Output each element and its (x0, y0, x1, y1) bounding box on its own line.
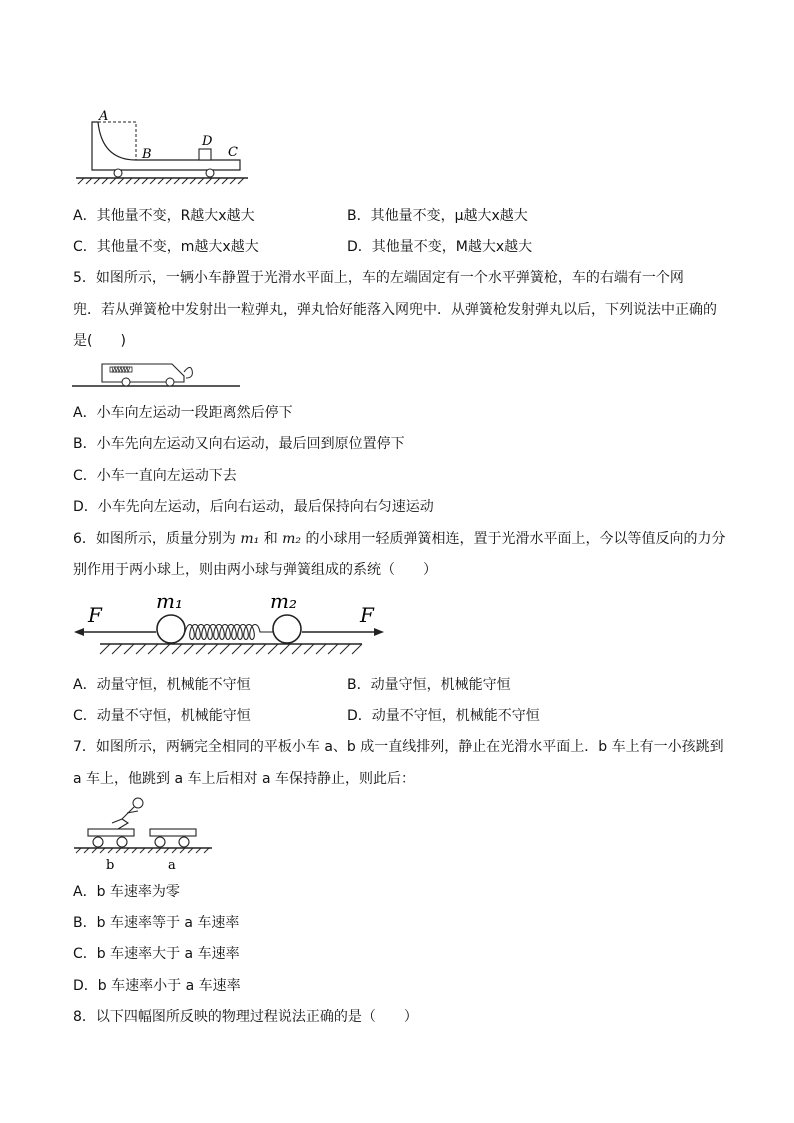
label-b: B (142, 147, 152, 162)
q4-option-c: C．其他量不变，m越大x越大 (73, 239, 259, 255)
q7-stem-line2: a 车上，他跳到 a 车上后相对 a 车保持静止，则此后： (73, 771, 415, 787)
q4-option-a: A．其他量不变，R越大x越大 (73, 208, 255, 224)
wheel-left (114, 169, 122, 177)
q6-stem-line2: 别作用于两小球上，则由两小球与弹簧组成的系统（ ） (73, 562, 437, 578)
cart-a-wheel-left (155, 837, 165, 847)
cart-body (92, 122, 240, 170)
label-m1: m₁ (156, 589, 183, 613)
q5-option-a: A．小车向左运动一段距离然后停下 (73, 405, 293, 421)
q7-option-d: D．b 车速率小于 a 车速率 (73, 978, 241, 994)
block-d (199, 149, 211, 160)
wheel-right (166, 378, 174, 386)
child-body (112, 807, 138, 829)
q6-stem-line1 (73, 530, 726, 548)
spring (185, 625, 273, 640)
label-f-left: F (88, 603, 102, 627)
q5-figure (72, 360, 242, 392)
q6-stem-part1: 6．如图所示，质量分别为 (73, 531, 241, 547)
q7-option-b: B．b 车速率等于 a 车速率 (73, 915, 240, 931)
q6-option-c: C．动量不守恒，机械能守恒 (73, 708, 251, 724)
net-pocket (184, 367, 192, 378)
q6-option-b: B．动量守恒，机械能守恒 (347, 677, 511, 693)
q5-stem-line2: 兜．若从弹簧枪中发射出一粒弹丸，弹丸恰好能落入网兜中．从弹簧枪发射弹丸以后，下列说法中正确的 (73, 302, 717, 318)
ball-m1 (157, 615, 185, 643)
q5-stem-line1: 5．如图所示，一辆小车静置于光滑水平面上，车的左端固定有一个水平弹簧枪，车的右端有一个网 (73, 270, 684, 286)
q5-option-c: C．小车一直向左运动下去 (73, 468, 237, 484)
q4-option-d: D．其他量不变，M越大x越大 (347, 239, 533, 255)
q6-figure (70, 588, 390, 662)
q6-stem-part3: 的小球用一轻质弹簧相连，置于光滑水平面上，今以等值反向的力分 (301, 531, 726, 547)
wheel-left (122, 378, 130, 386)
q5-option-b: B．小车先向左运动又向右运动，最后回到原位置停下 (73, 436, 405, 452)
q5-stem-line3: 是( ) (73, 333, 126, 349)
wheel-right (206, 169, 214, 177)
arrowhead-right (374, 628, 384, 636)
q7-figure (72, 795, 222, 875)
child-head (133, 798, 143, 808)
label-d: D (202, 134, 213, 149)
q8-stem: 8．以下四幅图所反映的物理过程说法正确的是（ ） (73, 1009, 418, 1025)
ground-hatch (100, 644, 362, 654)
q7-option-a: A．b 车速率为零 (73, 884, 180, 900)
cart-a (150, 829, 196, 836)
cart-b-wheel-right (117, 837, 127, 847)
ball-m2 (273, 615, 301, 643)
q4-option-b: B．其他量不变，μ越大x越大 (347, 208, 528, 224)
q6-stem-part2: 和 (259, 531, 283, 547)
label-a: a (168, 858, 176, 873)
label-a: A (99, 109, 109, 124)
q4-figure (72, 108, 252, 188)
ground-hatch (76, 178, 248, 184)
q7-stem-line1: 7．如图所示，两辆完全相同的平板小车 a、b 成一直线排列，静止在光滑水平面上．b 车上有一小孩跳到 (73, 739, 724, 755)
cart-b (88, 829, 134, 836)
q5-option-d: D．小车先向左运动，后向右运动，最后保持向右匀速运动 (73, 499, 434, 515)
label-c: C (228, 145, 238, 160)
q6-m2: m₂ (282, 531, 302, 547)
q6-m1: m₁ (240, 531, 260, 547)
cart-a-wheel-right (179, 837, 189, 847)
label-b: b (106, 858, 115, 873)
label-m2: m₂ (270, 589, 297, 613)
q6-option-a: A．动量守恒，机械能不守恒 (73, 677, 251, 693)
arrowhead-left (74, 628, 84, 636)
cart-b-wheel-left (93, 837, 103, 847)
q6-option-d: D．动量不守恒，机械能不守恒 (347, 708, 540, 724)
label-f-right: F (360, 603, 374, 627)
q7-option-c: C．b 车速率大于 a 车速率 (73, 946, 240, 962)
